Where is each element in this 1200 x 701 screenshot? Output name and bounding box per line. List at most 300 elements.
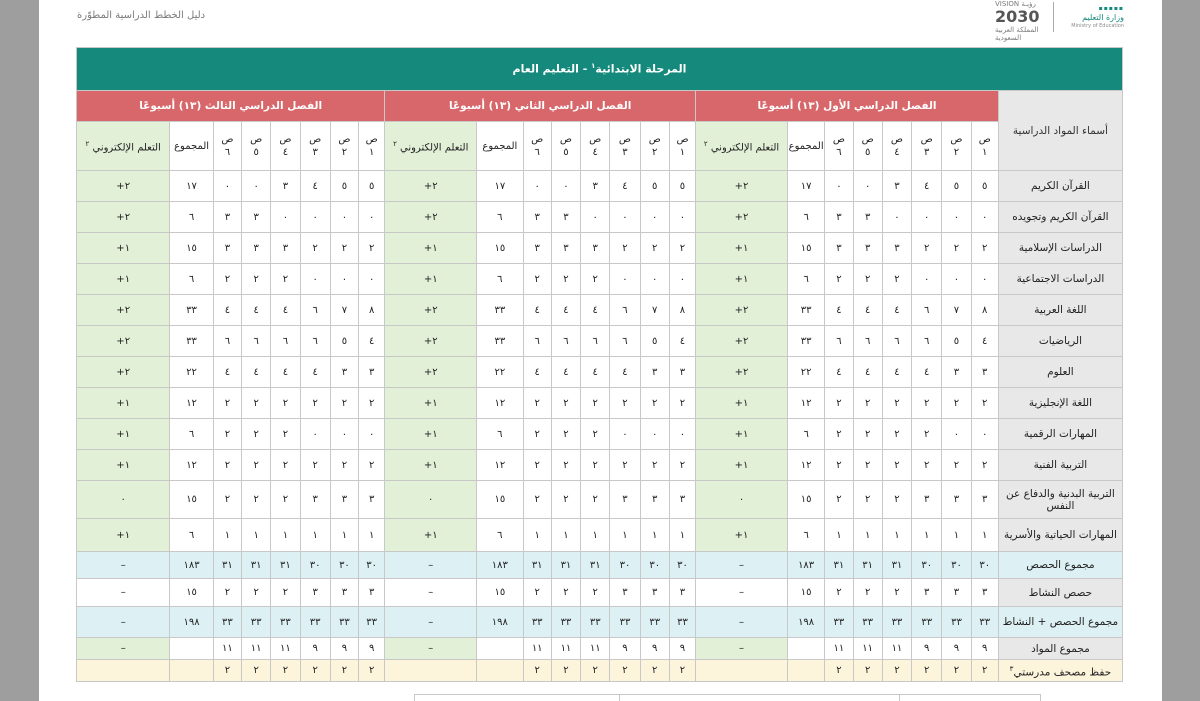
period-cell: ٢ (523, 579, 551, 607)
period-cell: ١ (610, 519, 640, 552)
grade-header (610, 122, 640, 171)
total-cell: ٢٢ (170, 357, 213, 388)
period-cell: ٣ (971, 579, 998, 607)
period-cell: ٥ (669, 171, 695, 202)
elearning-cell: – (385, 607, 477, 638)
grade-prefix: ص (589, 134, 602, 145)
document-page (39, 0, 1162, 701)
subject-name (998, 552, 1122, 579)
total-cell: ٣٣ (477, 295, 523, 326)
period-cell: ٤ (213, 295, 241, 326)
period-cell: ٢ (825, 264, 853, 295)
period-cell: ٤ (551, 357, 580, 388)
period-cell: ٣ (330, 481, 358, 519)
period-cell: ٢ (825, 660, 853, 682)
period-cell: ٢ (882, 660, 911, 682)
grade-prefix: ص (559, 134, 572, 145)
subject-name (998, 202, 1122, 233)
period-cell: ٢ (271, 660, 300, 682)
period-cell: ٠ (882, 202, 911, 233)
next-table-fragment (619, 694, 901, 701)
elearning-footnote-marker: ٢ (393, 139, 397, 148)
period-cell: ٩ (330, 638, 358, 660)
table-row (77, 388, 1123, 419)
period-cell: ٢ (581, 419, 610, 450)
period-cell: ٤ (581, 357, 610, 388)
period-cell: ٤ (853, 295, 882, 326)
period-cell: ٥ (971, 171, 998, 202)
subject-name (998, 388, 1122, 419)
period-cell: ٢ (853, 660, 882, 682)
period-cell: ٢ (912, 660, 942, 682)
elearning-cell: – (696, 607, 788, 638)
grade-prefix: ص (890, 134, 903, 145)
period-cell: ٠ (640, 202, 669, 233)
elearning-cell: – (696, 552, 788, 579)
period-cell: ٣ (359, 481, 385, 519)
period-cell: ٢ (242, 579, 271, 607)
total-cell (787, 638, 824, 660)
period-cell: ٦ (912, 326, 942, 357)
period-cell: ١ (942, 519, 971, 552)
period-cell: ٠ (551, 171, 580, 202)
period-cell: ٢ (610, 450, 640, 481)
grade-number: ٥ (253, 147, 259, 158)
period-cell: ٢ (213, 450, 241, 481)
period-cell: ٠ (359, 419, 385, 450)
elearning-cell: – (77, 638, 170, 660)
table-row (77, 519, 1123, 552)
total-cell: ١٢ (787, 450, 824, 481)
elearning-cell: ٢+ (696, 202, 788, 233)
period-cell: ٠ (912, 264, 942, 295)
subject-label: المهارات الرقمية (1023, 428, 1098, 440)
period-cell: ٣٠ (610, 552, 640, 579)
period-cell: ٣ (912, 579, 942, 607)
period-cell: ٣ (610, 481, 640, 519)
period-cell: ٢ (300, 450, 330, 481)
grade-header (523, 122, 551, 171)
grade-number: ٦ (534, 147, 540, 158)
period-cell: ٣١ (551, 552, 580, 579)
period-cell: ٢ (330, 660, 358, 682)
period-cell: ٤ (825, 357, 853, 388)
period-cell: ٣ (669, 357, 695, 388)
elearning-cell: ١+ (77, 388, 170, 419)
period-cell: ٢ (942, 450, 971, 481)
period-cell: ٠ (669, 264, 695, 295)
elearning-cell: ١+ (77, 233, 170, 264)
period-cell: ٣ (242, 202, 271, 233)
elearning-header (77, 122, 170, 171)
grade-number: ٢ (652, 147, 658, 158)
period-cell: ٥ (640, 326, 669, 357)
period-cell: ٢ (271, 419, 300, 450)
period-cell: ٢ (669, 233, 695, 264)
period-cell: ٩ (610, 638, 640, 660)
table-row (77, 326, 1123, 357)
period-cell: ٣ (853, 202, 882, 233)
subject-name (998, 419, 1122, 450)
period-cell: ١ (330, 519, 358, 552)
total-cell: ٦ (170, 419, 213, 450)
vision-2030-logo: VISION رؤيـة 2030 المملكة العربية السعودية (995, 0, 1040, 42)
grade-number: ٣ (924, 147, 930, 158)
period-cell: ٤ (242, 357, 271, 388)
period-cell: ٠ (669, 419, 695, 450)
period-cell: ٤ (213, 357, 241, 388)
period-cell: ٤ (551, 295, 580, 326)
grade-header (669, 122, 695, 171)
period-cell: ٣٠ (330, 552, 358, 579)
elearning-cell: ١+ (696, 450, 788, 481)
period-cell: ٣١ (825, 552, 853, 579)
period-cell: ٠ (330, 419, 358, 450)
period-cell: ٣ (912, 481, 942, 519)
elearning-cell: ٢+ (385, 202, 477, 233)
elearning-cell: ٢+ (385, 171, 477, 202)
period-cell: ٢ (271, 264, 300, 295)
elearning-cell: ١+ (696, 519, 788, 552)
title-suffix: - التعليم العام (512, 62, 592, 76)
period-cell: ٤ (523, 357, 551, 388)
period-cell: ٢ (551, 579, 580, 607)
period-cell: ٢ (359, 388, 385, 419)
grade-header (912, 122, 942, 171)
period-cell: ٢ (359, 233, 385, 264)
total-cell: ٢٢ (787, 357, 824, 388)
period-cell: ٦ (853, 326, 882, 357)
subject-label: التربية البدنية والدفاع عن النفس (1006, 487, 1115, 512)
total-cell: ١٢ (787, 388, 824, 419)
period-cell: ٠ (610, 419, 640, 450)
total-cell: ١٥ (170, 481, 213, 519)
period-cell: ٣٣ (359, 607, 385, 638)
period-cell: ٦ (551, 326, 580, 357)
grade-number: ٤ (592, 147, 598, 158)
period-cell: ١ (271, 519, 300, 552)
period-cell: ٠ (213, 171, 241, 202)
grade-number: ١ (368, 147, 375, 158)
period-cell: ٣٣ (825, 607, 853, 638)
period-cell: ٠ (523, 171, 551, 202)
period-cell: ٢ (669, 660, 695, 682)
period-cell: ٣ (942, 481, 971, 519)
period-cell: ٦ (213, 326, 241, 357)
period-cell: ١١ (523, 638, 551, 660)
period-cell: ٢ (271, 481, 300, 519)
table-row (77, 638, 1123, 660)
subject-name (998, 264, 1122, 295)
grade-prefix: ص (221, 134, 234, 145)
grade-number: ١ (982, 147, 988, 158)
period-cell: ٣ (271, 171, 300, 202)
period-cell: ٢ (640, 388, 669, 419)
elearning-cell: – (385, 552, 477, 579)
period-cell: ٤ (523, 295, 551, 326)
total-cell: ١٢ (477, 388, 523, 419)
table-row (77, 450, 1123, 481)
subject-name (998, 607, 1122, 638)
period-cell: ٣ (213, 233, 241, 264)
grade-header (213, 122, 241, 171)
total-cell: ١٧ (170, 171, 213, 202)
footnote-marker: ٣ (1009, 664, 1014, 673)
total-cell: ١٥ (787, 579, 824, 607)
elearning-cell: ١+ (77, 519, 170, 552)
elearning-footnote-marker: ٢ (85, 139, 90, 148)
subject-name (998, 579, 1122, 607)
period-cell: ٩ (359, 638, 385, 660)
period-cell: ٢ (882, 450, 911, 481)
period-cell: ٢ (551, 388, 580, 419)
grade-prefix: ص (676, 134, 689, 145)
period-cell: ٤ (825, 295, 853, 326)
period-cell: ٢ (581, 388, 610, 419)
period-cell: ١١ (551, 638, 580, 660)
period-cell: ٤ (971, 326, 998, 357)
elearning-cell: ٢+ (385, 295, 477, 326)
period-cell: ٥ (330, 171, 358, 202)
period-cell: ٣٣ (882, 607, 911, 638)
period-cell: ٤ (610, 171, 640, 202)
period-cell: ١ (300, 519, 330, 552)
period-cell: ٢ (825, 450, 853, 481)
grade-prefix: ص (279, 134, 292, 145)
subject-label: اللغة العربية (1034, 304, 1087, 316)
period-cell: ٣٣ (242, 607, 271, 638)
subject-label: حفظ مصحف مدرستي (1013, 666, 1112, 679)
period-cell: ٩ (640, 638, 669, 660)
period-cell: ٢ (242, 264, 271, 295)
total-cell: ١٥ (477, 481, 523, 519)
total-cell: ٦ (787, 519, 824, 552)
period-cell: ٣٣ (551, 607, 580, 638)
period-cell: ٣٣ (330, 607, 358, 638)
total-cell: ٦ (477, 419, 523, 450)
period-cell: ١ (882, 519, 911, 552)
period-cell: ٣ (669, 481, 695, 519)
period-cell: ٢ (825, 388, 853, 419)
period-cell: ٠ (971, 419, 998, 450)
total-cell: ١٥ (170, 579, 213, 607)
subject-label: التربية الفنية (1033, 459, 1088, 471)
semester-header: الفصل الدراسي الثالث (١٣) أسبوعًا (77, 91, 385, 122)
period-cell: ٦ (300, 326, 330, 357)
grade-header (242, 122, 271, 171)
total-cell: ١٢ (477, 450, 523, 481)
period-cell: ٢ (242, 388, 271, 419)
period-cell: ٢ (242, 419, 271, 450)
period-cell: ٣ (825, 202, 853, 233)
period-cell: ٣ (640, 357, 669, 388)
table-row (77, 660, 1123, 682)
period-cell: ٢ (971, 450, 998, 481)
elearning-cell: ٢+ (77, 171, 170, 202)
elearning-cell: ١+ (696, 419, 788, 450)
period-cell: ٠ (942, 419, 971, 450)
total-cell (477, 638, 523, 660)
period-cell: ٠ (330, 202, 358, 233)
period-cell: ١ (971, 519, 998, 552)
period-cell: ٥ (942, 326, 971, 357)
elearning-cell: ١+ (385, 264, 477, 295)
subject-label: الدراسات الاجتماعية (1016, 273, 1105, 285)
period-cell: ٣٠ (300, 552, 330, 579)
period-cell: ٤ (271, 357, 300, 388)
period-cell: ٢ (581, 264, 610, 295)
period-cell: ٣٣ (971, 607, 998, 638)
period-cell: ٢ (882, 579, 911, 607)
period-cell: ٣ (213, 202, 241, 233)
period-cell: ٤ (882, 295, 911, 326)
period-cell: ٢ (912, 388, 942, 419)
period-cell: ٣٣ (853, 607, 882, 638)
period-cell: ٢ (581, 450, 610, 481)
table-row (77, 607, 1123, 638)
grade-prefix: ص (365, 134, 378, 145)
elearning-cell: ١+ (77, 264, 170, 295)
total-cell: ١٥ (170, 233, 213, 264)
period-cell: ٦ (882, 326, 911, 357)
period-cell: ٢ (213, 264, 241, 295)
grade-prefix: ص (531, 134, 544, 145)
period-cell: ٠ (971, 264, 998, 295)
period-cell: ٦ (523, 326, 551, 357)
period-cell: ٢ (551, 660, 580, 682)
elearning-cell: – (696, 638, 788, 660)
table-title (77, 48, 1123, 91)
period-cell: ٣٣ (271, 607, 300, 638)
period-cell: ١ (359, 519, 385, 552)
period-cell: ٣١ (242, 552, 271, 579)
period-cell: ٢ (213, 481, 241, 519)
table-title-row (77, 48, 1123, 91)
total-cell: ٦ (787, 202, 824, 233)
total-cell: ٦ (170, 202, 213, 233)
grade-header (359, 122, 385, 171)
period-cell: ٢ (610, 660, 640, 682)
subject-label: حصص النشاط (1028, 586, 1093, 599)
period-cell: ٢ (581, 481, 610, 519)
period-cell: ٩ (942, 638, 971, 660)
elearning-cell: ١+ (385, 233, 477, 264)
grade-number: ١ (679, 147, 686, 158)
subject-label: القرآن الكريم (1031, 180, 1090, 192)
period-cell: ٣ (640, 481, 669, 519)
period-cell: ٦ (610, 326, 640, 357)
grade-number: ٢ (953, 147, 960, 158)
elearning-cell: ١+ (385, 519, 477, 552)
period-cell: ١١ (825, 638, 853, 660)
period-cell: ٨ (971, 295, 998, 326)
grade-number: ٤ (282, 147, 289, 158)
grade-prefix: ص (950, 134, 963, 145)
period-cell: ٧ (640, 295, 669, 326)
total-cell: ١٨٣ (787, 552, 824, 579)
subject-name (998, 357, 1122, 388)
period-cell: ٠ (581, 202, 610, 233)
period-cell: ٢ (610, 388, 640, 419)
grade-header (971, 122, 998, 171)
period-cell: ٢ (971, 660, 998, 682)
period-cell: ٢ (853, 388, 882, 419)
total-cell: ١٢ (170, 388, 213, 419)
elearning-cell: ١+ (696, 388, 788, 419)
grade-number: ٦ (836, 147, 842, 158)
table-row (77, 552, 1123, 579)
grade-header-row (77, 122, 1123, 171)
elearning-cell: ١+ (696, 233, 788, 264)
period-cell: ٢ (640, 450, 669, 481)
total-cell: ٣٣ (787, 326, 824, 357)
period-cell: ٣٠ (640, 552, 669, 579)
grade-prefix: ص (618, 134, 632, 145)
period-cell: ٣١ (523, 552, 551, 579)
period-cell: ٣٣ (640, 607, 669, 638)
grade-number: ٥ (563, 147, 569, 158)
period-cell: ٣٠ (971, 552, 998, 579)
period-cell: ٢ (523, 419, 551, 450)
period-cell: ٢ (330, 388, 358, 419)
total-cell: ٦ (477, 264, 523, 295)
period-cell: ٩ (912, 638, 942, 660)
period-cell: ٣ (942, 579, 971, 607)
grade-header (882, 122, 911, 171)
period-cell: ٣٣ (912, 607, 942, 638)
total-header: المجموع (170, 122, 213, 171)
semester-header: الفصل الدراسي الأول (١٣) أسبوعًا (696, 91, 999, 122)
period-cell: ١ (581, 519, 610, 552)
table-row (77, 481, 1123, 519)
period-cell: ٢ (912, 419, 942, 450)
period-cell: ٢ (581, 660, 610, 682)
table-row (77, 202, 1123, 233)
period-cell: ٣ (242, 233, 271, 264)
grade-header (942, 122, 971, 171)
total-cell: ١٩٨ (170, 607, 213, 638)
subject-name (998, 638, 1122, 660)
total-header: المجموع (787, 122, 824, 171)
period-cell: ٢ (882, 419, 911, 450)
grade-number: ٣ (622, 147, 628, 158)
elearning-cell: ٢+ (385, 326, 477, 357)
period-cell: ٣ (942, 357, 971, 388)
period-cell: ٣ (825, 233, 853, 264)
subject-name (998, 171, 1122, 202)
grade-header (581, 122, 610, 171)
period-cell: ٣ (882, 233, 911, 264)
next-table-fragment (414, 694, 621, 701)
period-cell: ٠ (669, 202, 695, 233)
period-cell: ١ (853, 519, 882, 552)
study-plan-table (76, 47, 1123, 682)
period-cell: ٣ (271, 233, 300, 264)
subject-name (998, 233, 1122, 264)
grade-header (853, 122, 882, 171)
period-cell: ٦ (825, 326, 853, 357)
period-cell: ١١ (271, 638, 300, 660)
period-cell: ٢ (825, 419, 853, 450)
elearning-footnote-marker: ٢ (703, 139, 708, 148)
period-cell: ٤ (242, 295, 271, 326)
period-cell: ٣ (523, 202, 551, 233)
period-cell: ١١ (882, 638, 911, 660)
grade-prefix: ص (978, 134, 991, 145)
total-cell: ١٨٣ (477, 552, 523, 579)
elearning-cell: – (385, 638, 477, 660)
total-cell: ١٧ (477, 171, 523, 202)
